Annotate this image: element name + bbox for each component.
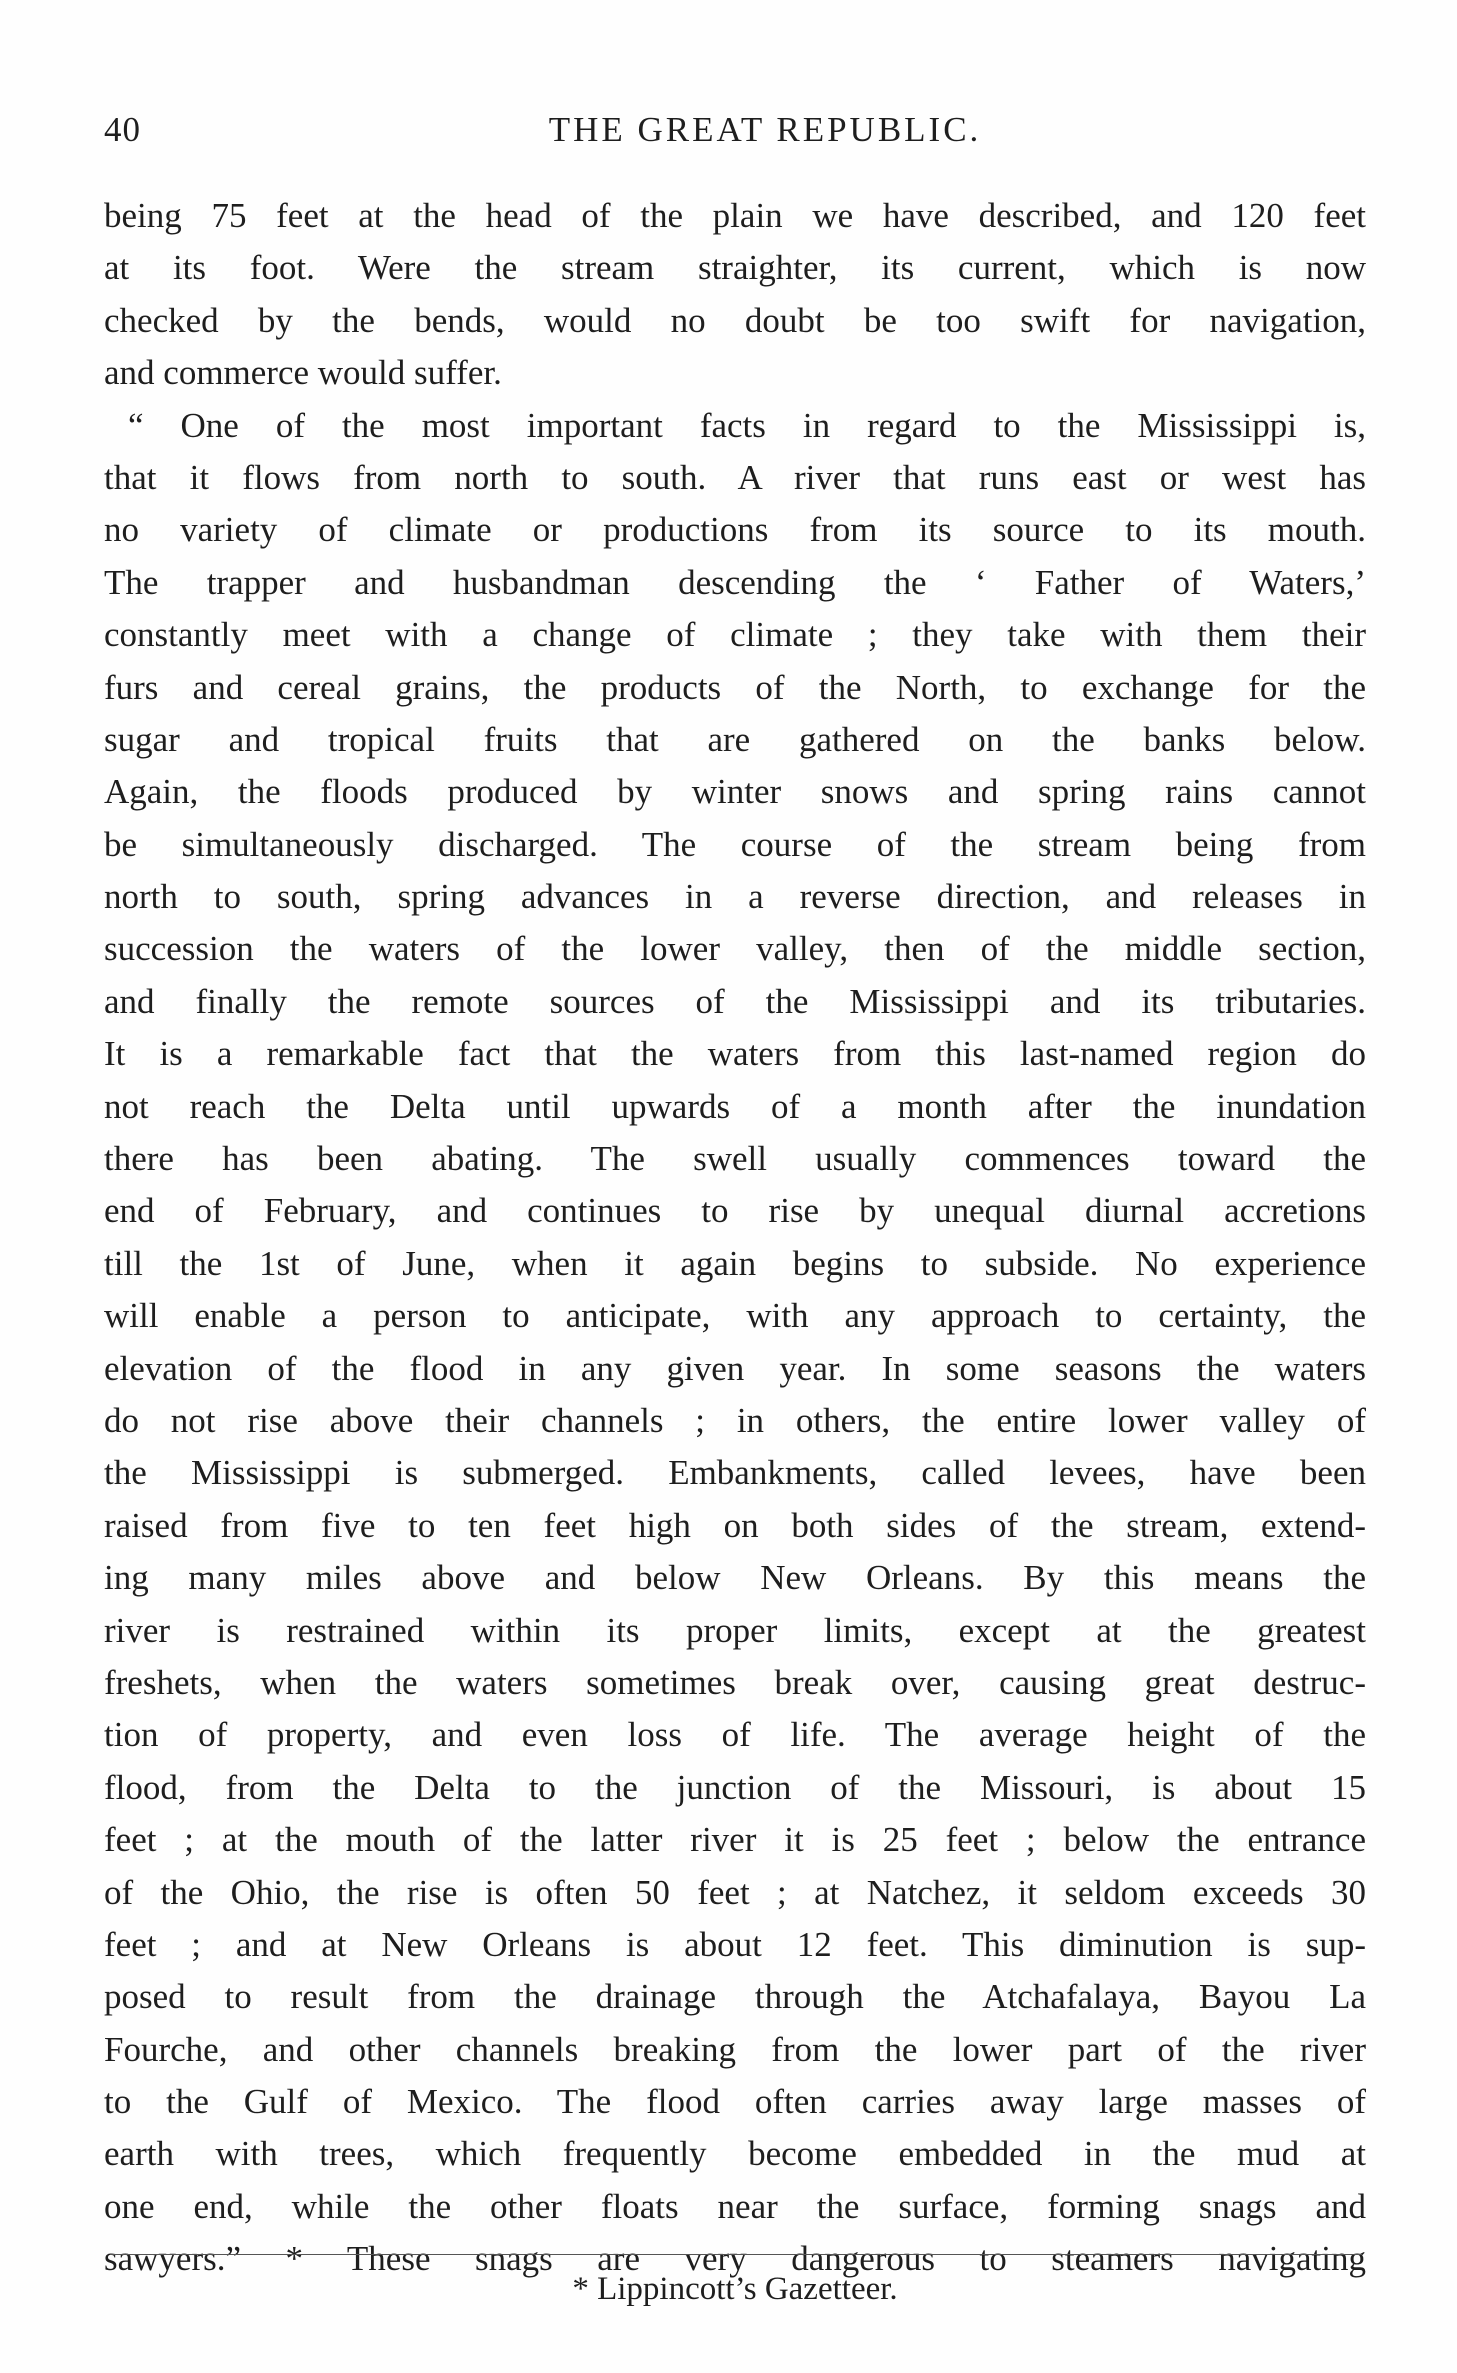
text-line: there has been abating. The swell usually commences toward the <box>104 1139 1366 1179</box>
text-line: do not rise above their channels ; in others, the entire lower valley of <box>104 1400 1366 1440</box>
text-line: tion of property, and even loss of life. The average height of the <box>104 1715 1366 1755</box>
page-header <box>104 110 1366 160</box>
text-line: It is a remarkable fact that the waters from this last-named region do <box>104 1034 1366 1074</box>
text-line: of the Ohio, the rise is often 50 feet ; at Natchez, it seldom exceeds 30 <box>104 1872 1366 1912</box>
text-line: the Mississippi is submerged. Embankments, called levees, have been <box>104 1453 1366 1493</box>
text-line: river is restrained within its proper limits, except at the greatest <box>104 1610 1366 1650</box>
text-line: constantly meet with a change of climate ; they take with them their <box>104 615 1366 655</box>
text-line: elevation of the flood in any given year. In some seasons the waters <box>104 1348 1366 1388</box>
text-line: be simultaneously discharged. The course of the stream being from <box>104 824 1366 864</box>
text-line: feet ; at the mouth of the latter river it is 25 feet ; below the entrance <box>104 1820 1366 1860</box>
text-line: flood, from the Delta to the junction of the Missouri, is about 15 <box>104 1767 1366 1807</box>
footnote: * Lippincott’s Gazetteer. <box>572 2271 898 2307</box>
text-line: to the Gulf of Mexico. The flood often carries away large masses of <box>104 2082 1366 2122</box>
text-line: feet ; and at New Orleans is about 12 feet. This diminution is sup- <box>104 1924 1366 1964</box>
text-line: furs and cereal grains, the products of the North, to exchange for the <box>104 667 1366 707</box>
text-line: “ One of the most important facts in regard to the Mississippi is, <box>128 405 1366 445</box>
text-line: Fourche, and other channels breaking from the lower part of the river <box>104 2029 1366 2069</box>
text-line: sugar and tropical fruits that are gathered on the banks below. <box>104 719 1366 759</box>
text-line: checked by the bends, would no doubt be too swift for navigation, <box>104 300 1366 340</box>
text-line: being 75 feet at the head of the plain we have described, and 120 feet <box>104 196 1366 235</box>
text-line: at its foot. Were the stream straighter, its current, which is now <box>104 248 1366 288</box>
footnote-divider <box>110 2254 1362 2255</box>
running-title: THE GREAT REPUBLIC. <box>548 110 982 149</box>
text-line: and commerce would suffer. <box>104 353 502 393</box>
text-line: and finally the remote sources of the Mississippi and its tributaries. <box>104 981 1366 1021</box>
text-line: till the 1st of June, when it again begins to subside. No experience <box>104 1243 1366 1283</box>
text-line: ing many miles above and below New Orleans. By this means the <box>104 1558 1366 1598</box>
text-line: earth with trees, which frequently become embedded in the mud at <box>104 2134 1366 2174</box>
text-line: raised from five to ten feet high on both sides of the stream, extend- <box>104 1505 1366 1545</box>
text-line: Again, the floods produced by winter snows and spring rains cannot <box>104 772 1366 812</box>
text-line: not reach the Delta until upwards of a month after the inundation <box>104 1086 1366 1126</box>
body-text <box>104 190 1366 2286</box>
text-line: The trapper and husbandman descending the ‘ Father of Waters,’ <box>104 562 1366 602</box>
text-line: no variety of climate or productions from its source to its mouth. <box>104 510 1366 550</box>
text-line: north to south, spring advances in a reverse direction, and releases in <box>104 877 1366 917</box>
text-line: that it flows from north to south. A river that runs east or west has <box>104 457 1366 497</box>
text-line: sawyers.” * These snags are very dangerous to steamers navigating <box>104 2239 1366 2279</box>
page-number: 40 <box>104 110 141 149</box>
text-line: end of February, and continues to rise by unequal diurnal accretions <box>104 1191 1366 1231</box>
text-line: will enable a person to anticipate, with any approach to certainty, the <box>104 1296 1366 1336</box>
text-line: freshets, when the waters sometimes break over, causing great destruc- <box>104 1662 1366 1702</box>
text-line: one end, while the other floats near the surface, forming snags and <box>104 2186 1366 2226</box>
text-line: succession the waters of the lower valley, then of the middle section, <box>104 929 1366 969</box>
text-line: posed to result from the drainage through the Atchafalaya, Bayou La <box>104 1977 1366 2017</box>
